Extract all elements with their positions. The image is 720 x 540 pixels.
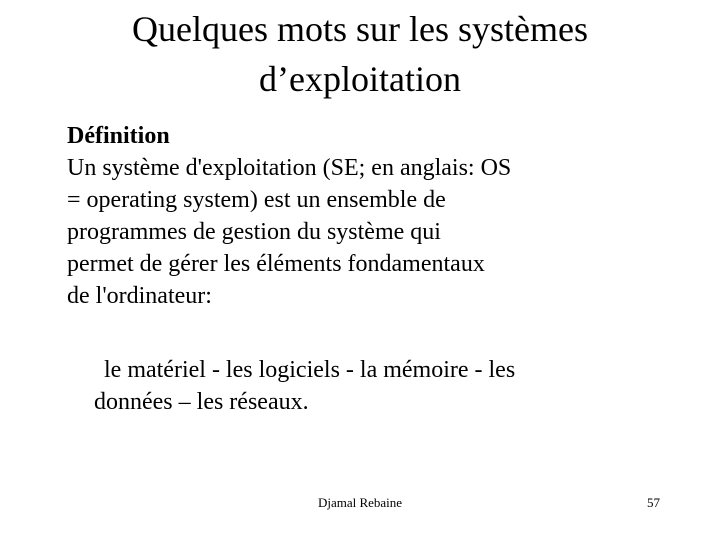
paragraph-line-5: de l'ordinateur: [67,283,212,309]
paragraph-line-2: = operating system) est un ensemble de [67,187,446,213]
list-line-2: données – les réseaux. [94,389,309,415]
paragraph-line-1: Un système d'exploitation (SE; en anglais: OS [67,155,512,181]
page-number: 57 [647,495,660,510]
slide-body [67,120,667,312]
list-line-1: le matériel - les logiciels - la mémoire - les [104,357,516,383]
paragraph-line-4: permet de gérer les éléments fondamentaux [67,251,485,277]
slide-title [60,4,660,104]
paragraph-line-3: programmes de gestion du système qui [67,219,441,245]
title-line-1: Quelques mots sur les systèmes [132,9,588,49]
definition-heading: Définition [67,123,170,149]
definition-paragraph [67,152,667,312]
title-line-2: d’exploitation [259,59,461,99]
footer-author: Djamal Rebaine [317,495,403,510]
elements-list [94,354,684,418]
